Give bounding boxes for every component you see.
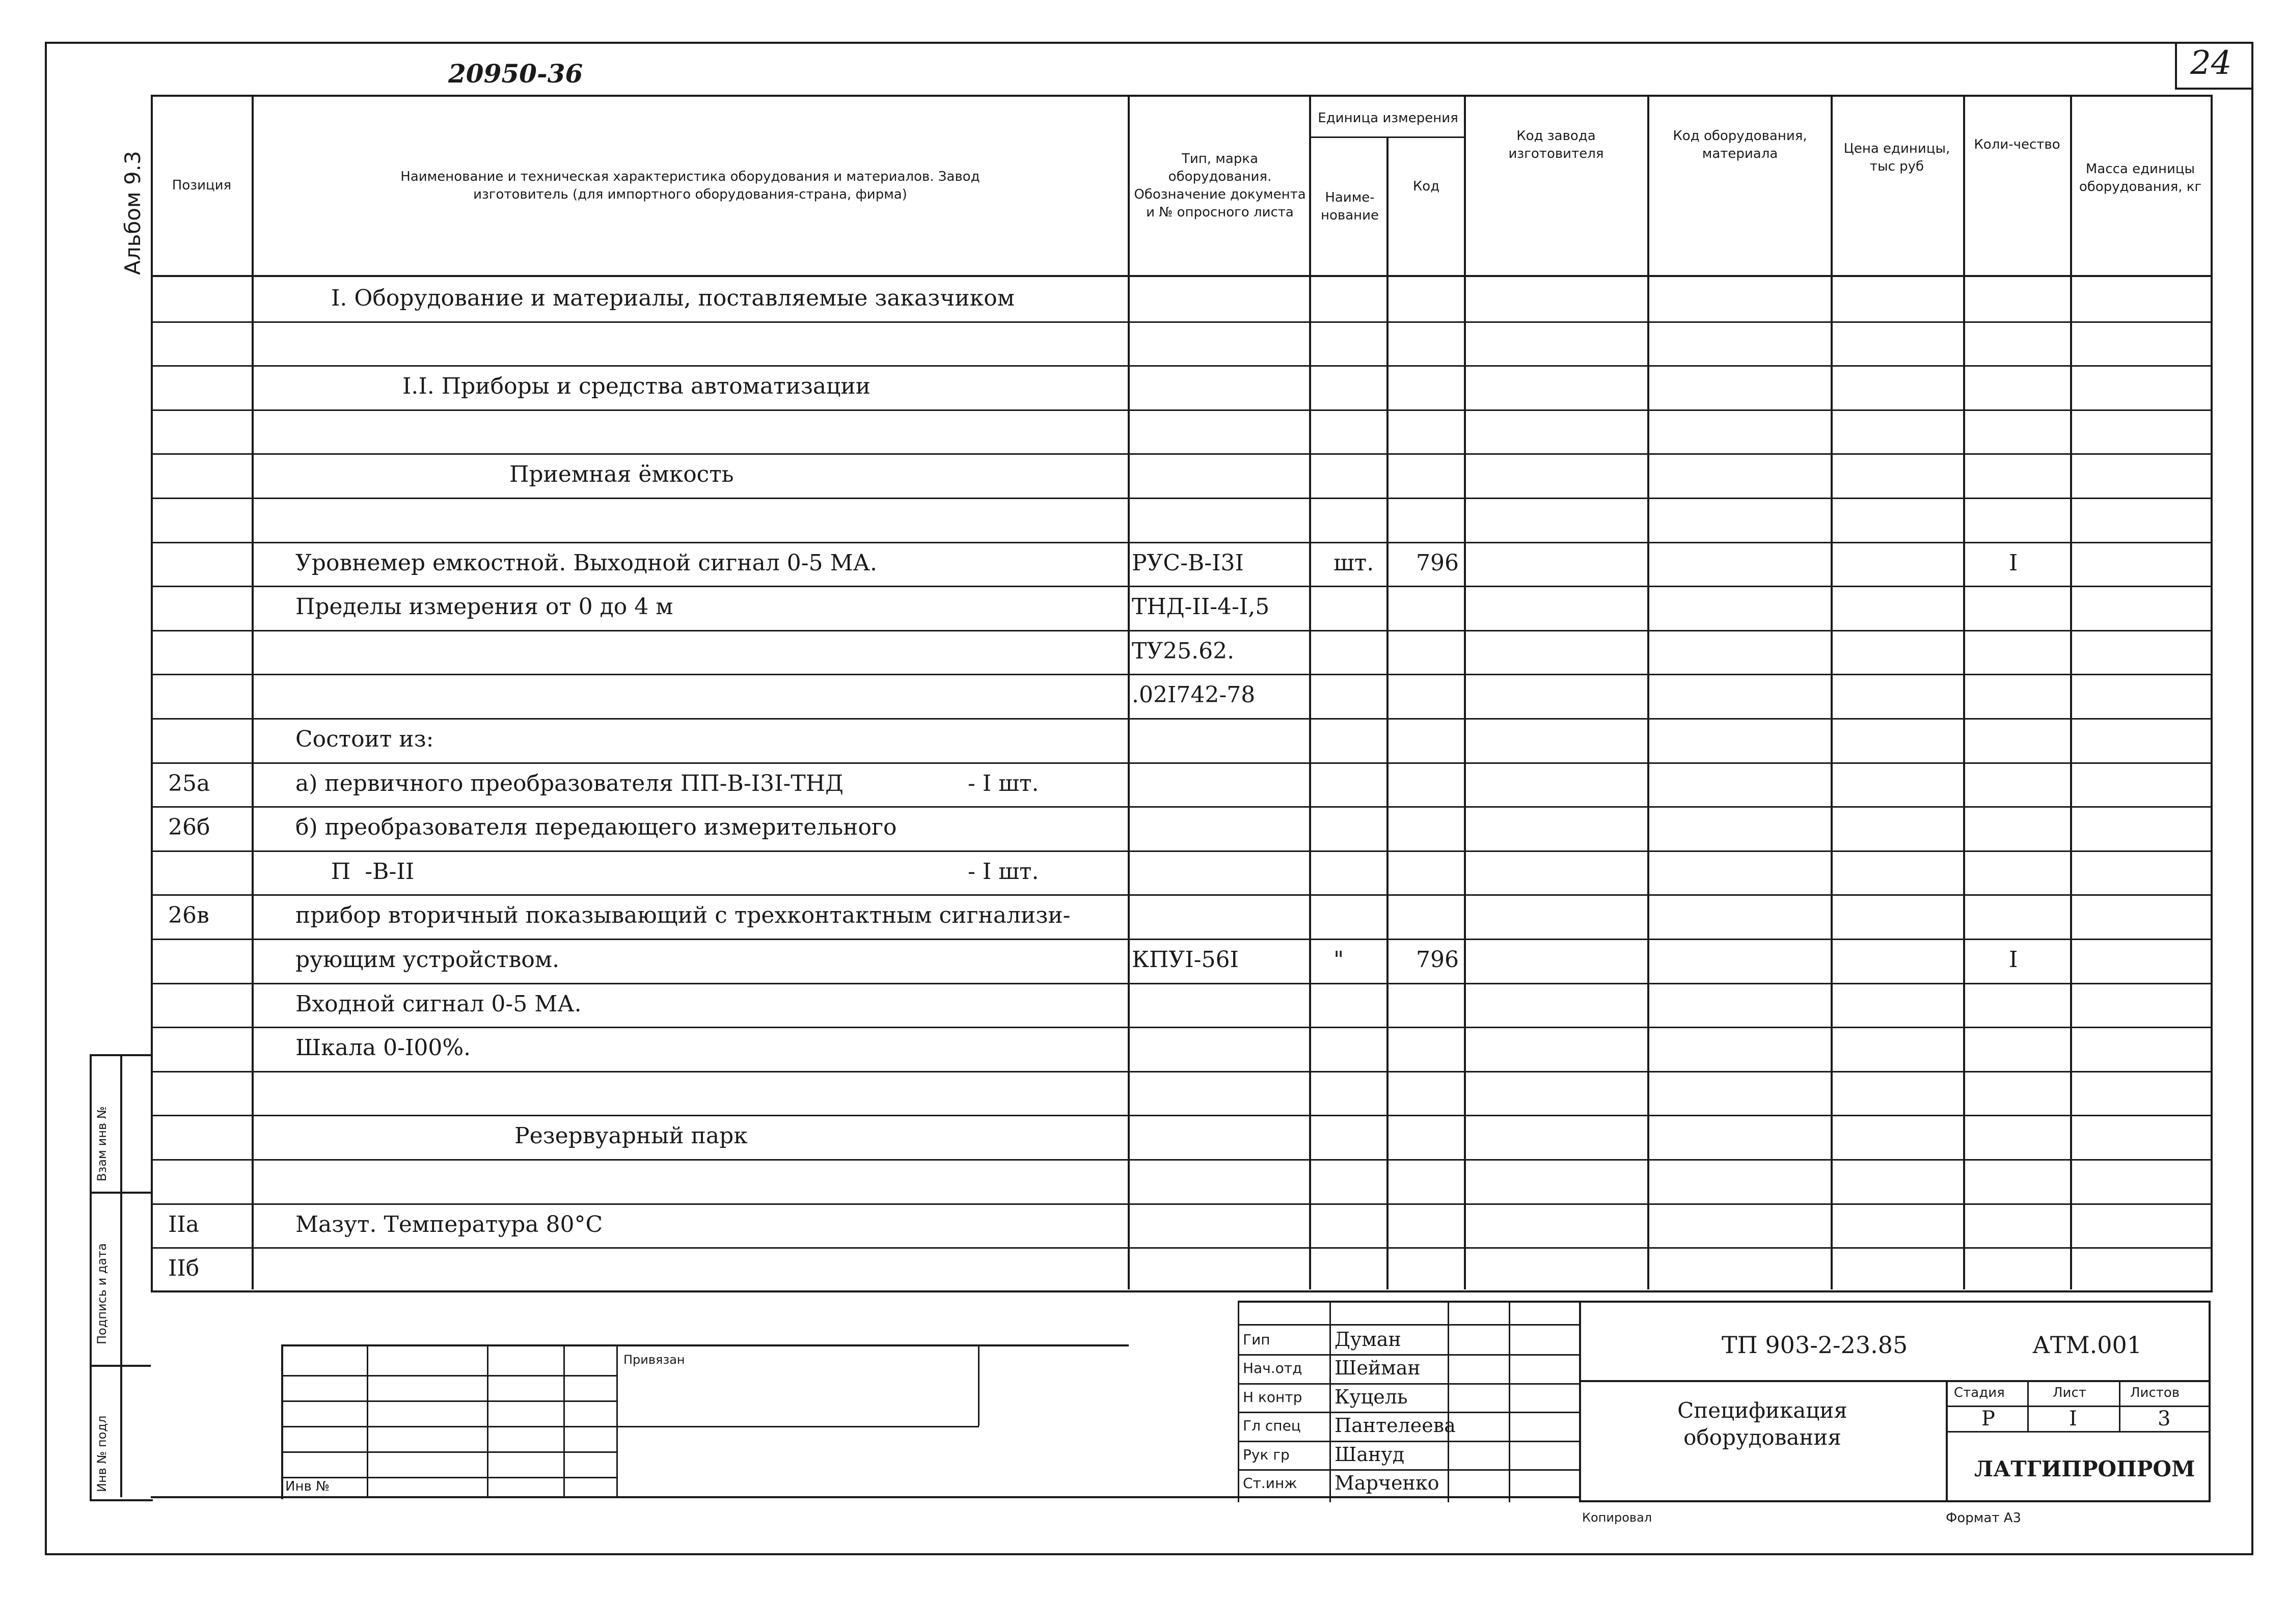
org-name: ЛАТГИПРОПРОМ: [1974, 1456, 2195, 1481]
signature-name: Думан: [1335, 1328, 1401, 1351]
row-divider: [151, 894, 2211, 896]
row-type: .02I742-78: [1132, 682, 1256, 708]
side-sign-date: Подпись и дата: [95, 1243, 109, 1344]
sheets-value: 3: [2158, 1407, 2171, 1430]
signature-divider: [1238, 1412, 1579, 1413]
signature-name: Куцель: [1335, 1386, 1408, 1408]
row-name: Шкала 0-I00%.: [295, 1035, 471, 1061]
row-code: 796: [1416, 947, 1459, 973]
header-price: Цена единицы, тыс руб: [1843, 141, 1950, 174]
row-name: прибор вторичный показывающий с трехконтактным сигнализи-: [295, 902, 1071, 928]
row-position: 26в: [168, 902, 209, 928]
row-divider: [151, 674, 2211, 675]
row-name: рующим устройством.: [295, 947, 560, 973]
row-qty: I: [2009, 947, 2018, 973]
signature-divider: [1238, 1383, 1579, 1385]
row-name: а) первичного преобразователя ПП-В-I3I-ТНД: [295, 770, 843, 796]
row-divider: [151, 409, 2211, 411]
doc-ref: 20950-36: [448, 59, 583, 89]
row-divider: [151, 983, 2211, 984]
header-factory-code: Код завода изготовителя: [1508, 128, 1604, 161]
row-position: IIб: [168, 1255, 200, 1281]
header-name: Наименование и техническая характеристика оборудования и материалов. Завод изготовитель (для импортного оборудования-страна, фирма): [400, 169, 980, 202]
album-label: Альбом 9.3: [120, 151, 145, 275]
row-divider: [151, 498, 2211, 499]
row-name: Входной сигнал 0-5 МА.: [295, 991, 582, 1017]
header-unit-code: Код: [1412, 179, 1440, 195]
signature-role: Ст.инж: [1243, 1475, 1297, 1492]
signature-name: Марченко: [1335, 1472, 1439, 1494]
row-divider: [151, 321, 2211, 323]
row-name: Резервуарный парк: [514, 1123, 748, 1149]
copied-label: Копировал: [1582, 1510, 1652, 1525]
attached-block: [281, 1344, 1129, 1499]
row-position: 26б: [168, 814, 210, 840]
row-qty: I: [2009, 550, 2018, 576]
row-name: б) преобразователя передающего измерительного: [295, 814, 897, 840]
row-type: ТУ25.62.: [1132, 638, 1235, 664]
row-divider: [151, 630, 2211, 631]
row-divider: [151, 850, 2211, 852]
format-label: Формат А3: [1946, 1510, 2022, 1526]
row-divider: [151, 586, 2211, 587]
row-name: Приемная ёмкость: [509, 461, 734, 487]
signature-divider: [1238, 1469, 1579, 1471]
row-divider: [151, 1203, 2211, 1205]
row-name: Мазут. Температура 80°С: [295, 1212, 603, 1237]
row-name: Уровнемер емкостной. Выходной сигнал 0-5 МА.: [295, 550, 877, 576]
signature-name: Шейман: [1335, 1357, 1421, 1379]
row-position: IIа: [168, 1212, 199, 1237]
row-divider: [151, 542, 2211, 543]
row-divider: [151, 806, 2211, 808]
row-divider: [151, 762, 2211, 764]
signature-name: Шануд: [1335, 1443, 1405, 1466]
signature-role: Рук гр: [1243, 1446, 1290, 1463]
sheet-label: Лист: [2053, 1385, 2086, 1400]
row-divider: [151, 718, 2211, 720]
signature-divider: [1238, 1354, 1579, 1356]
row-divider: [151, 939, 2211, 940]
row-name: Состоит из:: [295, 726, 434, 752]
inv-no-label: Инв №: [285, 1479, 330, 1494]
doc-title: Спецификация оборудования: [1677, 1398, 1847, 1450]
signature-divider: [1238, 1441, 1579, 1442]
side-inv-orig: Инв № подл: [95, 1415, 109, 1492]
row-name-suffix: - I шт.: [968, 770, 1039, 796]
sheet-code: АТМ.001: [2032, 1331, 2142, 1359]
signature-role: Гл спец: [1243, 1417, 1301, 1434]
row-unit: ": [1334, 947, 1344, 973]
header-mass: Масса единицы оборудования, кг: [2079, 161, 2202, 195]
row-name: П -В-II: [295, 859, 415, 885]
row-divider: [151, 1071, 2211, 1072]
stage-value: Р: [1981, 1407, 1995, 1430]
header-equip-code: Код оборудования, материала: [1673, 128, 1807, 161]
header-unit-name: Наиме-нование: [1320, 189, 1379, 223]
header-unit: Единица измерения: [1318, 111, 1458, 126]
signature-role: Н контр: [1243, 1389, 1302, 1406]
row-code: 796: [1416, 550, 1459, 576]
signature-name: Пантелеева: [1335, 1414, 1456, 1437]
row-name: I.I. Приборы и средства автоматизации: [402, 373, 871, 399]
row-divider: [151, 453, 2211, 455]
sheets-label: Листов: [2130, 1385, 2180, 1400]
sheet-value: I: [2069, 1407, 2077, 1430]
row-divider: [151, 1159, 2211, 1161]
attached-label: Привязан: [623, 1353, 685, 1367]
row-divider: [151, 1115, 2211, 1116]
signature-block: [1238, 1301, 1239, 1502]
row-divider: [151, 1027, 2211, 1028]
signature-role: Гип: [1243, 1331, 1270, 1348]
row-unit: шт.: [1334, 550, 1374, 576]
header-qty: Коли-чество: [1974, 137, 2060, 153]
row-name: I. Оборудование и материалы, поставляемые заказчиком: [331, 285, 1015, 311]
row-type: КПУI-56I: [1132, 947, 1239, 973]
row-name-suffix: - I шт.: [968, 859, 1039, 885]
project-code: ТП 903-2-23.85: [1722, 1331, 1908, 1359]
row-type: ТНД-II-4-I,5: [1132, 594, 1270, 620]
header-type: Тип, марка оборудования. Обозначение документа и № опросного листа: [1134, 151, 1306, 221]
row-type: РУС-В-I3I: [1132, 550, 1244, 576]
row-name: Пределы измерения от 0 до 4 м: [295, 594, 673, 620]
side-inv-subst: Взам инв №: [95, 1106, 109, 1181]
row-divider: [151, 365, 2211, 367]
header-position: Позиция: [172, 178, 232, 194]
row-divider: [151, 1247, 2211, 1249]
page-number: 24: [2190, 44, 2232, 82]
signature-role: Нач.отд: [1243, 1360, 1302, 1377]
stage-label: Стадия: [1954, 1385, 2005, 1400]
row-position: 25а: [168, 770, 210, 796]
